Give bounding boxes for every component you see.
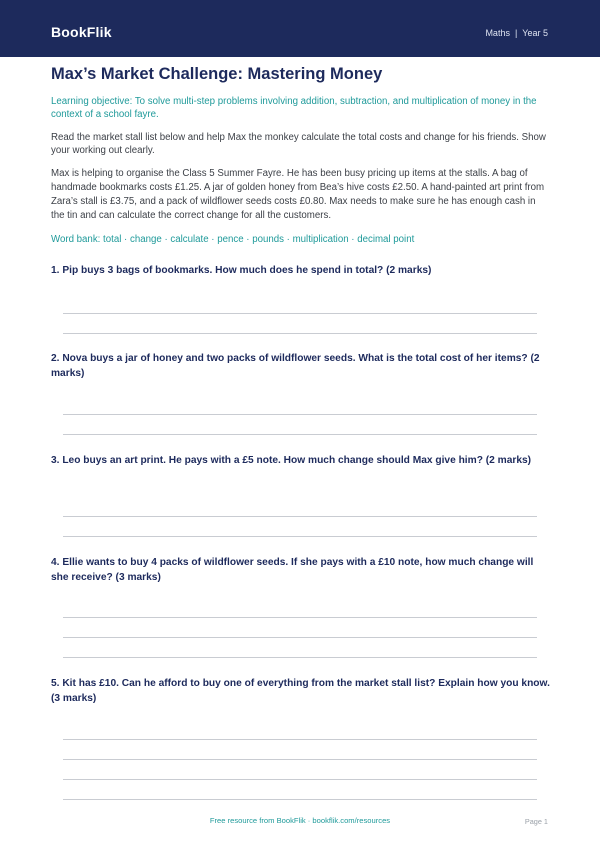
answer-line[interactable] [63, 434, 537, 435]
question-5: 5. Kit has £10. Can he afford to buy one of everything from the market stall list? Explain how you know. (3 marks) [51, 678, 550, 704]
story-paragraph: Max is helping to organise the Class 5 Summer Fayre. He has been busy pricing up items at the stalls. A bag of handmade bookmarks costs £1.25. A jar of golden honey from Bea’s hive costs £2.50. A hand-painted art print from Zara’s stall is £3.75, and a pack of wildflower seeds costs £0.80. Max needs to make sure he has enough cash in the tin and can calculate the correct change for all the customers. [51, 168, 545, 221]
answer-line[interactable] [63, 313, 537, 314]
answer-line[interactable] [63, 657, 537, 658]
worksheet-title: Max’s Market Challenge: Mastering Money [51, 65, 383, 83]
answer-line[interactable] [63, 617, 537, 618]
brand-logo: BookFlik [51, 24, 112, 40]
answer-line[interactable] [63, 414, 537, 415]
subject-name: Maths [485, 28, 510, 38]
answer-line[interactable] [63, 536, 537, 537]
subject-separator: | [514, 28, 518, 38]
question-2: 2. Nova buys a jar of honey and two packs of wildflower seeds. What is the total cost of her items? (2 marks) [51, 353, 540, 379]
word-bank: Word bank: total · change · calculate · pence · pounds · multiplication · decimal point [51, 234, 415, 245]
year-group: Year 5 [522, 28, 548, 38]
answer-line[interactable] [63, 779, 537, 780]
page-header [0, 0, 600, 57]
question-3: 3. Leo buys an art print. He pays with a £5 note. How much change should Max give him? (2 marks) [51, 455, 532, 466]
answer-line[interactable] [63, 516, 537, 517]
subject-label [485, 28, 548, 38]
answer-line[interactable] [63, 759, 537, 760]
answer-line[interactable] [63, 799, 537, 800]
answer-line[interactable] [63, 333, 537, 334]
answer-line[interactable] [63, 739, 537, 740]
answer-line[interactable] [63, 637, 537, 638]
learning-objective: Learning objective: To solve multi-step problems involving addition, subtraction, and multiplication of money in the context of a school fayre. [51, 96, 537, 120]
instructions: Read the market stall list below and help Max the monkey calculate the total costs and change for his friends. Show your working out clearly. [51, 132, 546, 156]
page-number: Page 1 [524, 817, 548, 826]
question-4: 4. Ellie wants to buy 4 packs of wildflower seeds. If she pays with a £10 note, how much change will she receive? (3 marks) [51, 557, 534, 583]
question-1: 1. Pip buys 3 bags of bookmarks. How much does he spend in total? (2 marks) [51, 265, 432, 276]
footer-credit: Free resource from BookFlik · bookflik.com/resources [209, 816, 391, 825]
